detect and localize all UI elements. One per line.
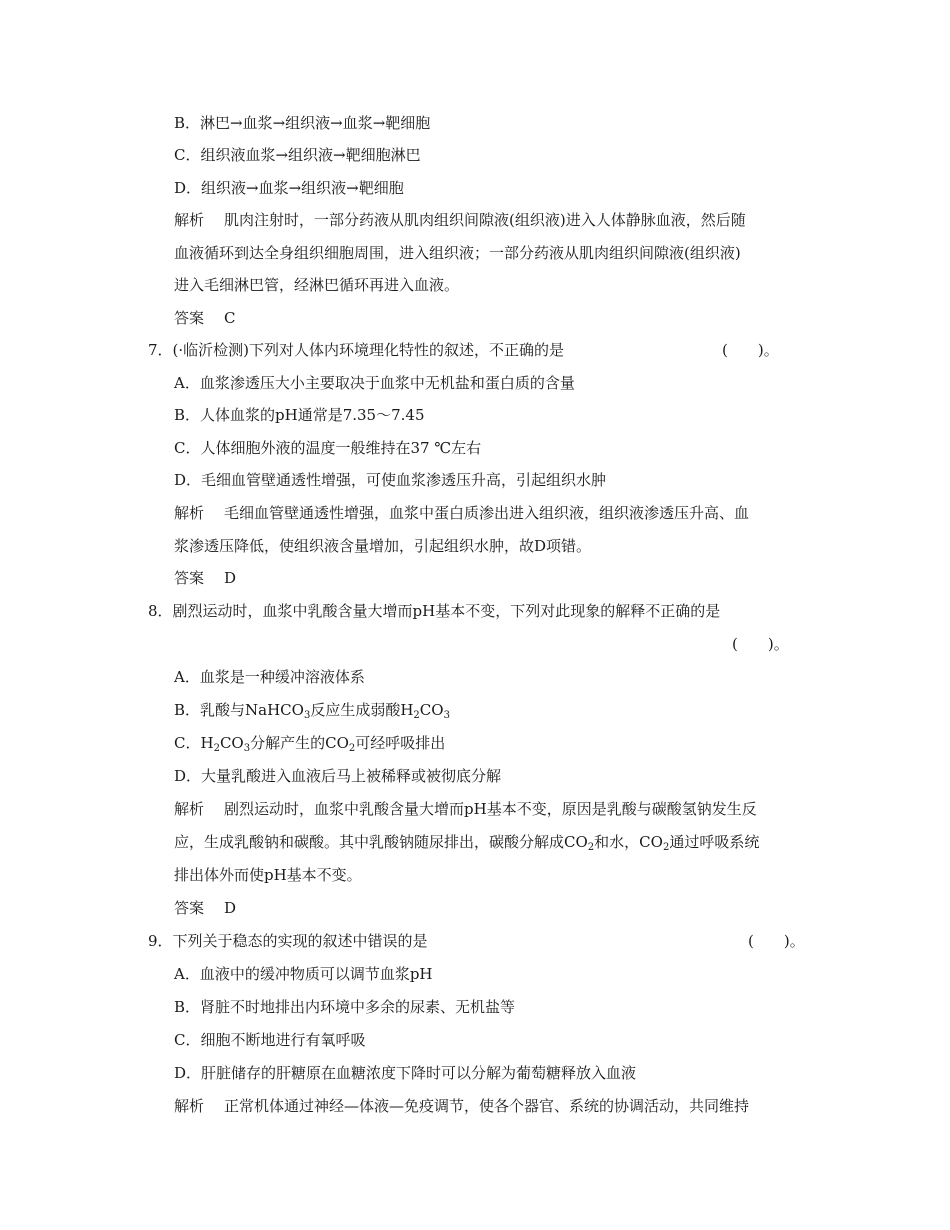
q8-option-c-text-4: 可经呼吸排出 bbox=[355, 734, 446, 752]
q7-answer-blank: ( )。 bbox=[722, 341, 779, 359]
analysis-text: 正常机体通过神经—体液—免疫调节，使各个器官、系统的协调活动，共同维持 bbox=[224, 1097, 750, 1115]
q8-stem: 8．剧烈运动时，血浆中乳酸含量大增而pH基本不变，下列对此现象的解释不正确的是 bbox=[148, 602, 721, 620]
q6-analysis-line-2: 血液循环到达全身组织细胞周围，进入组织液；一部分药液从肌肉组织间隙液(组织液) bbox=[174, 244, 741, 262]
analysis-label: 解析 bbox=[174, 211, 205, 229]
analysis-label: 解析 bbox=[174, 1097, 205, 1115]
q8-option-b-text-3: CO bbox=[419, 701, 444, 719]
subscript: 2 bbox=[213, 743, 220, 754]
subscript: 3 bbox=[443, 710, 450, 721]
q8-option-c-text-2: CO bbox=[219, 734, 244, 752]
q8-option-b-text-1: B．乳酸与NaHCO bbox=[174, 701, 304, 719]
analysis-text: 毛细血管壁通透性增强，血浆中蛋白质渗出进入组织液，组织液渗透压升高、血 bbox=[224, 504, 750, 522]
q7-option-c: C．人体细胞外液的温度一般维持在37 ℃左右 bbox=[174, 439, 482, 457]
q6-option-c: C．组织液血浆→组织液→靶细胞淋巴 bbox=[174, 146, 421, 164]
q9-option-c: C．细胞不断地进行有氧呼吸 bbox=[174, 1031, 366, 1049]
q8-option-c-text-3: 分解产生的CO bbox=[250, 734, 349, 752]
q7-stem: 7．(·临沂检测)下列对人体内环境理化特性的叙述，不正确的是 bbox=[148, 341, 565, 359]
subscript: 3 bbox=[243, 743, 251, 754]
q8-option-d: D．大量乳酸进入血液后马上被稀释或被彻底分解 bbox=[174, 767, 502, 785]
analysis-text: 通过呼吸系统 bbox=[669, 833, 760, 851]
q9-stem: 9．下列关于稳态的实现的叙述中错误的是 bbox=[148, 932, 428, 950]
q7-option-d: D．毛细血管壁通透性增强，可使血浆渗透压升高，引起组织水肿 bbox=[174, 471, 607, 489]
answer-label: 答案 bbox=[174, 309, 205, 327]
q9-answer-blank: ( )。 bbox=[748, 932, 805, 950]
analysis-text: 肌肉注射时，一部分药液从肌肉组织间隙液(组织液)进入人体静脉血液，然后随 bbox=[224, 211, 746, 229]
q9-option-d: D．肝脏储存的肝糖原在血糖浓度下降时可以分解为葡萄糖释放入血液 bbox=[174, 1064, 637, 1082]
q8-option-b-text-2: 反应生成弱酸H bbox=[310, 701, 414, 719]
subscript: 2 bbox=[662, 842, 670, 853]
answer-value: C bbox=[224, 309, 236, 327]
q8-analysis-line-2 bbox=[174, 831, 759, 853]
analysis-text: 和水，CO bbox=[594, 833, 663, 851]
q7-answer bbox=[174, 567, 236, 589]
q9-option-a: A．血液中的缓冲物质可以调节血浆pH bbox=[174, 965, 433, 983]
q6-analysis-line-3: 进入毛细淋巴管，经淋巴循环再进入血液。 bbox=[174, 276, 460, 294]
q8-answer-blank: ( )。 bbox=[732, 635, 789, 653]
q7-option-a: A．血浆渗透压大小主要取决于血浆中无机盐和蛋白质的含量 bbox=[174, 374, 575, 392]
q8-analysis-line-3: 排出体外而使pH基本不变。 bbox=[174, 866, 362, 884]
q8-option-b bbox=[174, 699, 450, 721]
analysis-text: 剧烈运动时，血浆中乳酸含量大增而pH基本不变，原因是乳酸与碳酸氢钠发生反 bbox=[224, 800, 757, 818]
answer-value: D bbox=[224, 899, 237, 917]
q8-option-a: A．血浆是一种缓冲溶液体系 bbox=[174, 668, 365, 686]
q7-analysis-line-2: 浆渗透压降低，使组织液含量增加，引起组织水肿，故D项错。 bbox=[174, 537, 592, 555]
q6-option-b: B．淋巴→血浆→组织液→血浆→靶细胞 bbox=[174, 114, 431, 132]
q8-analysis-line-1 bbox=[174, 798, 757, 820]
q8-answer bbox=[174, 897, 236, 919]
q6-option-d: D．组织液→血浆→组织液→靶细胞 bbox=[174, 179, 404, 197]
subscript: 3 bbox=[303, 710, 311, 721]
analysis-label: 解析 bbox=[174, 504, 205, 522]
analysis-label: 解析 bbox=[174, 800, 205, 818]
answer-label: 答案 bbox=[174, 569, 205, 587]
q8-option-c-text-1: C．H bbox=[174, 734, 214, 752]
subscript: 2 bbox=[348, 743, 356, 754]
q9-analysis-line-1 bbox=[174, 1095, 749, 1117]
subscript: 2 bbox=[413, 710, 420, 721]
q7-option-b: B．人体血浆的pH通常是7.35～7.45 bbox=[174, 406, 425, 424]
q6-analysis-line-1 bbox=[174, 209, 746, 231]
q6-answer bbox=[174, 307, 236, 329]
q7-analysis-line-1 bbox=[174, 502, 749, 524]
answer-label: 答案 bbox=[174, 899, 205, 917]
answer-value: D bbox=[224, 569, 237, 587]
q8-option-c bbox=[174, 732, 445, 754]
subscript: 2 bbox=[587, 842, 595, 853]
analysis-text: 应，生成乳酸钠和碳酸。其中乳酸钠随尿排出，碳酸分解成CO bbox=[174, 833, 588, 851]
q9-option-b: B．肾脏不时地排出内环境中多余的尿素、无机盐等 bbox=[174, 998, 516, 1016]
